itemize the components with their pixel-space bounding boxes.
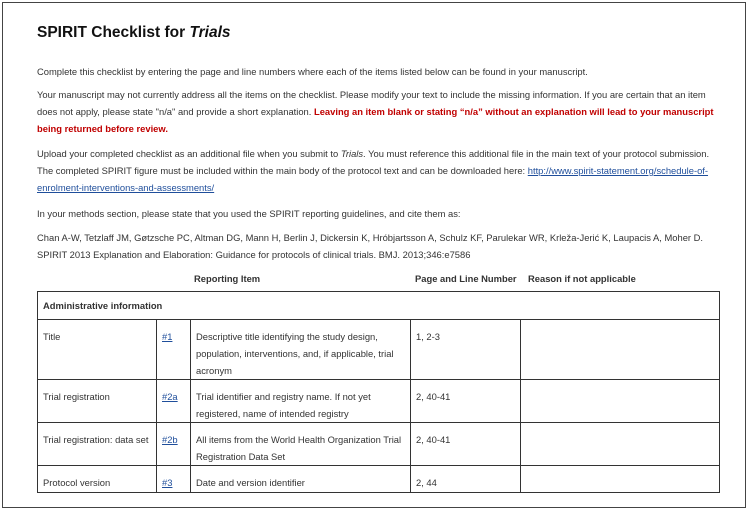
item-description-cell: Trial identifier and registry name. If not yet registered, name of intended registry <box>191 380 411 423</box>
table-row <box>38 466 720 493</box>
reason-cell[interactable] <box>521 466 720 493</box>
upload-text-after: . You must reference this additional file in the main text of your protocol submission. The completed SPIRIT figure must be included within the main body of the protocol text and can be downloaded here: <box>37 148 710 176</box>
spirit-figure-link[interactable]: http://www.spirit-statement.org/schedule-of-enrolment-interventions-and-assessments/ <box>37 165 709 193</box>
table-row <box>38 423 720 466</box>
item-description-cell: Descriptive title identifying the study design, population, interventions, and, if applicable, trial acronym <box>191 320 411 380</box>
item-description-cell: Date and version identifier <box>191 466 411 493</box>
warning-text: Leaving an item blank or stating “n/a” without an explanation will lead to your manuscript being returned before review. <box>37 106 714 134</box>
instructions-text: Your manuscript may not currently address all the items on the checklist. Please modify your text to include the missing information. If you are certain that an item does not apply, please state "n/a" and provide a short explanation. <box>37 89 706 117</box>
item-number-cell <box>157 423 191 466</box>
title-journal: Trials <box>189 24 231 41</box>
item-number-link[interactable]: #3 <box>162 477 173 488</box>
table-row <box>38 320 720 380</box>
page-line-cell[interactable]: 1, 2-3 <box>411 320 521 380</box>
item-number-cell <box>157 466 191 493</box>
checklist-table <box>37 291 720 493</box>
reason-cell[interactable] <box>521 320 720 380</box>
intro-paragraph: Complete this checklist by entering the page and line numbers where each of the items listed below can be found in your manuscript. <box>37 66 588 77</box>
upload-journal: Trials <box>340 148 364 159</box>
header-page-line: Page and Line Number <box>415 273 517 284</box>
item-number-link[interactable]: #2a <box>162 391 178 402</box>
item-number-link[interactable]: #1 <box>162 331 173 342</box>
page-title <box>37 23 727 43</box>
topic-cell: Trial registration: data set <box>38 423 157 466</box>
header-reason: Reason if not applicable <box>528 273 636 284</box>
citation-paragraph: Chan A-W, Tetzlaff JM, Gøtzsche PC, Altman DG, Mann H, Berlin J, Dickersin K, Hróbjartsson A, Schulz KF, Parulekar WR, Krleža-Jerić K, Laupacis A, Moher D. SPIRIT 2013 Explanation and Elaboration: Guidance for protocols of clinical trials. BMJ. 2013;346:e7586 <box>37 232 704 260</box>
upload-paragraph <box>37 145 727 196</box>
topic-cell: Protocol version <box>38 466 157 493</box>
instructions-paragraph <box>37 86 727 137</box>
page-line-cell[interactable]: 2, 40-41 <box>411 380 521 423</box>
topic-cell: Title <box>38 320 157 380</box>
item-description-cell: All items from the World Health Organization Trial Registration Data Set <box>191 423 411 466</box>
title-main: SPIRIT Checklist for <box>37 24 190 41</box>
item-number-cell <box>157 320 191 380</box>
item-number-link[interactable]: #2b <box>162 434 178 445</box>
page-line-cell[interactable]: 2, 44 <box>411 466 521 493</box>
topic-cell: Trial registration <box>38 380 157 423</box>
section-row <box>38 292 720 320</box>
upload-text-before: Upload your completed checklist as an additional file when you submit to <box>37 148 341 159</box>
reason-cell[interactable] <box>521 380 720 423</box>
page-line-cell[interactable]: 2, 40-41 <box>411 423 521 466</box>
header-reporting-item: Reporting Item <box>194 273 261 284</box>
document-body <box>37 23 727 263</box>
section-heading: Administrative information <box>38 292 720 320</box>
item-number-cell <box>157 380 191 423</box>
reason-cell[interactable] <box>521 423 720 466</box>
document-page <box>2 2 746 508</box>
methods-paragraph: In your methods section, please state that you used the SPIRIT reporting guidelines, and cite them as: <box>37 208 461 219</box>
table-row <box>38 380 720 423</box>
